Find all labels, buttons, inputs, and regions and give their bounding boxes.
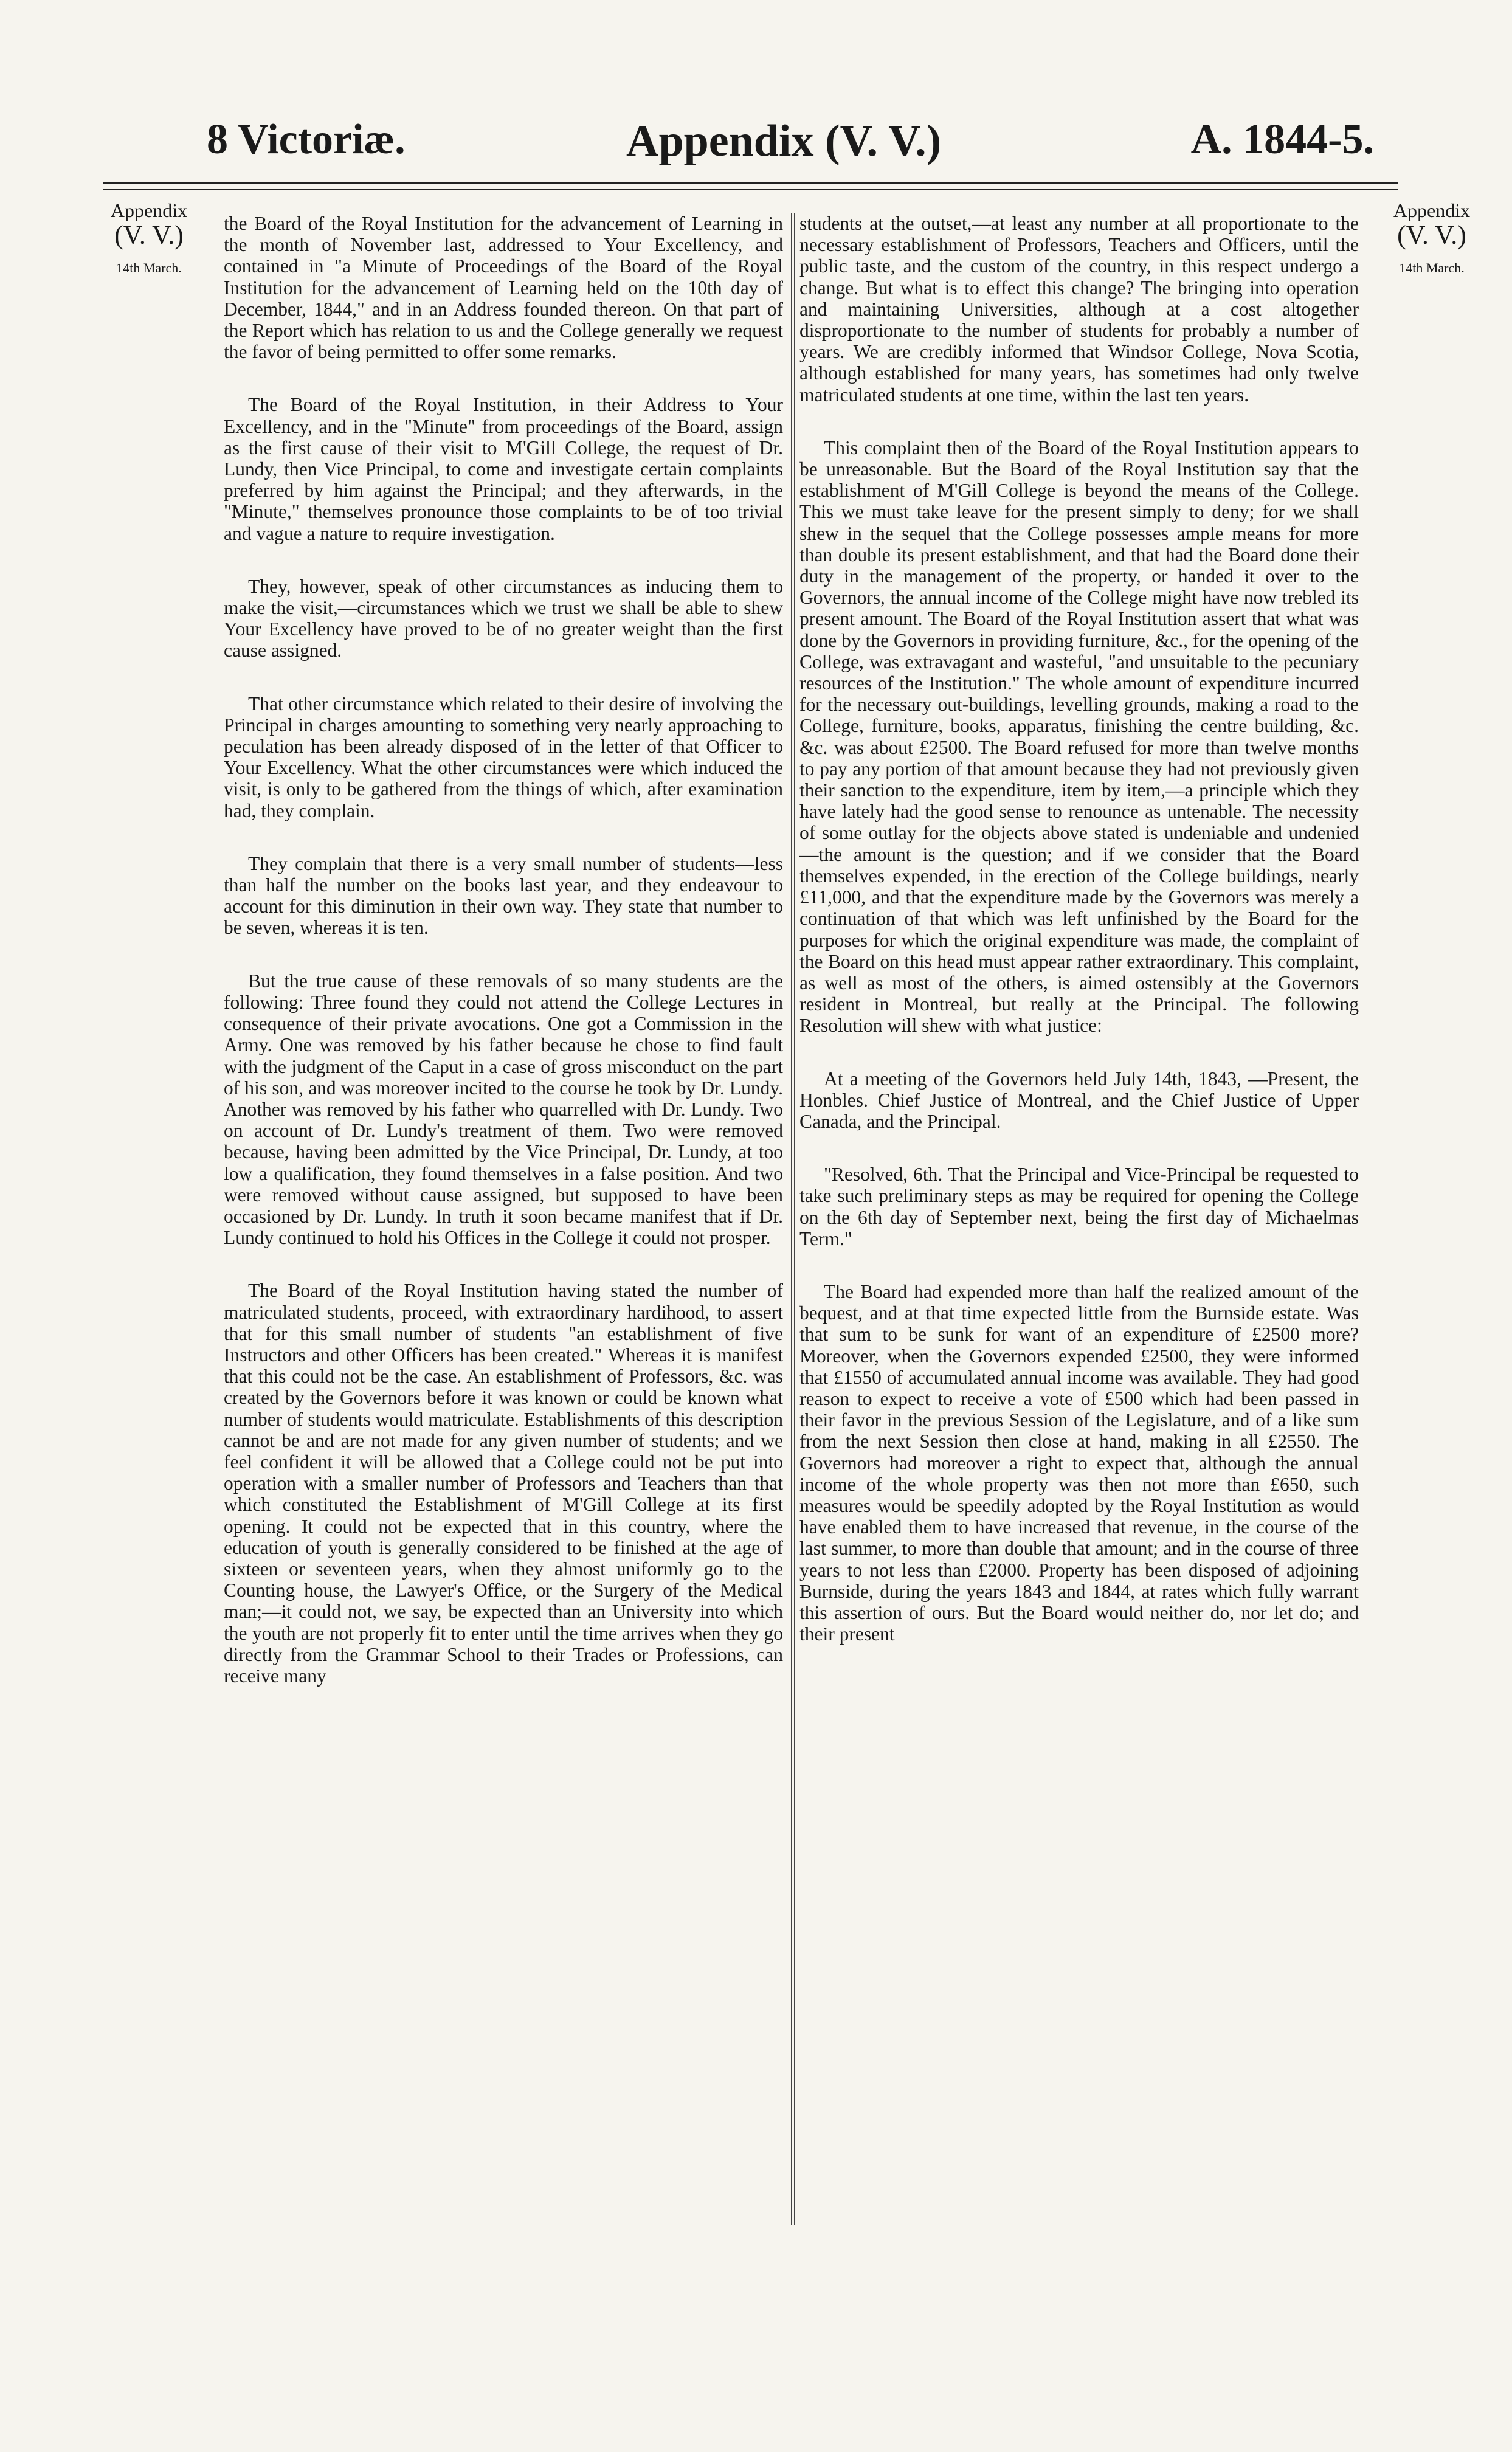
header-center: Appendix (V. V.) [626,116,942,166]
left-column [224,213,783,1718]
margin-date: 14th March. [91,258,207,275]
page-header [207,116,1374,170]
margin-note-left [91,201,207,275]
margin-title: Appendix [110,199,188,221]
header-rule [103,182,1398,190]
paragraph: But the true cause of these removals of so many students are the following: Three found they could not attend the College Lectures in consequence of their private avocations. One got a Commission in the Army. One was removed by his father because he chose to find fault with the judgment of the Caput in a case of gross misconduct on the part of his son, and was moreover incited to the course he took by Dr. Lundy. Another was removed by his father who quarrelled with Dr. Lundy. Two on account of Dr. Lundy's treatment of them. Two were removed because, having been admitted by the Vice Principal, Dr. Lundy, at too low a qualification, they found themselves in a false position. And two were removed without cause assigned, but supposed to have been occasioned by Dr. Lundy. In truth it soon became manifest that if Dr. Lundy continued to hold his Offices in the College it could not prosper. [224,970,783,1249]
paragraph: the Board of the Royal Institution for the advancement of Learning in the month of November last, addressed to Your Excellency, and contained in "a Minute of Proceedings of the Board of the Royal Institution for the advancement of Learning held on the 10th day of December, 1844," and in an Address founded thereon. On that part of the Report which has relation to us and the College generally we request the favor of being permitted to offer some remarks. [224,213,783,363]
margin-note-right [1374,201,1490,275]
paragraph: The Board of the Royal Institution having stated the number of matriculated students, proceed, with extraordinary hardihood, to assert that for this small number of students "an establishment of five Instructors and other Officers has been created." Whereas it is manifest that this could not be the case. An establishment of Professors, &c. was created by the Governors before it was known or could be known what number of students would matriculate. Establishments of this description cannot be and are not made for any given number of students; and we feel confident it will be allowed that a College could not be put into operation with a smaller number of Professors and Teachers than that which constituted the Establishment of M'Gill College at its first opening. It could not be expected that in this country, where the education of youth is generally considered to be finished at the age of sixteen or seventeen years, when they almost uniformly go to the Counting house, the Lawyer's Office, or the Surgery of the Medical man;—it could not, we say, be expected than an University into which the youth are not properly fit to enter until the time arrives when they go directly from the Grammar School to their Trades or Professions, can receive many [224,1280,783,1687]
paragraph: At a meeting of the Governors held July 14th, 1843, —Present, the Honbles. Chief Justice of Montreal, and the Chief Justice of Upper Canada, and the Principal. [799,1068,1359,1132]
column-divider [791,213,795,2225]
margin-sub: (V. V.) [1397,219,1466,250]
paragraph: students at the outset,—at least any number at all proportionate to the necessary establishment of Professors, Teachers and Officers, until the public taste, and the custom of the country, in this respect undergo a change. But what is to effect this change? The bringing into operation and maintaining Universities, although at a cost altogether disproportionate to the number of students for probably a number of years. We are credibly informed that Windsor College, Nova Scotia, although established for many years, has sometimes had only twelve matriculated students at one time, within the last ten years. [799,213,1359,406]
header-right: A. 1844-5. [1190,116,1374,163]
paragraph: They, however, speak of other circumstances as inducing them to make the visit,—circumstances which we trust we shall be able to shew Your Excellency have proved to be of no greater weight than the first cause assigned. [224,575,783,661]
margin-title: Appendix [1393,199,1471,221]
paragraph: This complaint then of the Board of the Royal Institution appears to be unreasonable. But the Board of the Royal Institution say that the establishment of M'Gill College is beyond the means of the College. This we must take leave for the present simply to deny; for we shall shew in the sequel that the College possesses ample means for more than double its present establishment, and that had the Board done their duty in the management of the property, or handed it over to the Governors, the annual income of the College might have now trebled its present amount. The Board of the Royal Institution assert that what was done by the Governors in providing furniture, &c., for the opening of the College, was extravagant and wasteful, "and unsuitable to the pecuniary resources of the Institution." The whole amount of expenditure incurred for the necessary out-buildings, levelling grounds, making a road to the College, furniture, books, apparatus, finishing the centre building, &c. &c. was about £2500. The Board refused for more than twelve months to pay any portion of that amount because they had not previously given their sanction to the expenditure, item by item,—a principle which they have lately had the good sense to renounce as untenable. The necessity of some outlay for the objects above stated is undeniable and undenied—the amount is the question; and if we consider that the Board themselves expended, in the erection of the College buildings, nearly £11,000, and that the expenditure made by the Governors was merely a continuation of that which was left unfinished by the Board for the purposes for which the original expenditure was made, the complaint of the Board on this head must appear rather extraordinary. This complaint, as well as most of the others, is aimed ostensibly at the Governors resident in Montreal, but really at the Principal. The following Resolution will shew with what justice: [799,437,1359,1037]
paragraph: The Board of the Royal Institution, in their Address to Your Excellency, and in the "Minute" from proceedings of the Board, assign as the first cause of their visit to M'Gill College, the request of Dr. Lundy, then Vice Principal, to come and investigate certain complaints preferred by him against the Principal; and they afterwards, in the "Minute," themselves pronounce those complaints to be of too trivial and vague a nature to require investigation. [224,394,783,544]
margin-sub: (V. V.) [114,219,184,250]
resolution-quote: "Resolved, 6th. That the Principal and Vice-Principal be requested to take such preliminary steps as may be required for opening the College on the 6th day of September next, being the first day of Michaelmas Term." [799,1164,1359,1249]
right-column [799,213,1359,1676]
margin-date: 14th March. [1374,258,1490,275]
header-left: 8 Victoriæ. [207,116,406,163]
paragraph: They complain that there is a very small number of students—less than half the number on the books last year, and they endeavour to account for this diminution in their own way. They state that number to be seven, whereas it is ten. [224,852,783,939]
paragraph: That other circumstance which related to their desire of involving the Principal in charges amounting to something very nearly approaching to peculation has been already disposed of in the letter of that Officer to Your Excellency. What the other circumstances were which induced the visit, is only to be gathered from the things of which, after examination had, they complain. [224,692,783,821]
paragraph: The Board had expended more than half the realized amount of the bequest, and at that time expected little from the Burnside estate. Was that sum to be sunk for want of an expenditure of £2500 more? Moreover, when the Governors expended £2500, they were informed that £1550 of accumulated annual income was available. They had good reason to expect to receive a vote of £500 which had been passed in their favor in the previous Session of the Legislature, and of a like sum from the next Session then close at hand, making in all £2550. The Governors had moreover a right to expect that, although the annual income of the whole property was then not more than £650, such measures would be speedily adopted by the Royal Institution as would have enabled them to have increased that revenue, in the course of the last summer, to more than double that amount; and in the course of three years to not less than £2000. Property has been disposed of adjoining Burnside, during the years 1843 and 1844, at rates which fully warrant this assertion of ours. But the Board would neither do, nor let do; and their present [799,1280,1359,1645]
